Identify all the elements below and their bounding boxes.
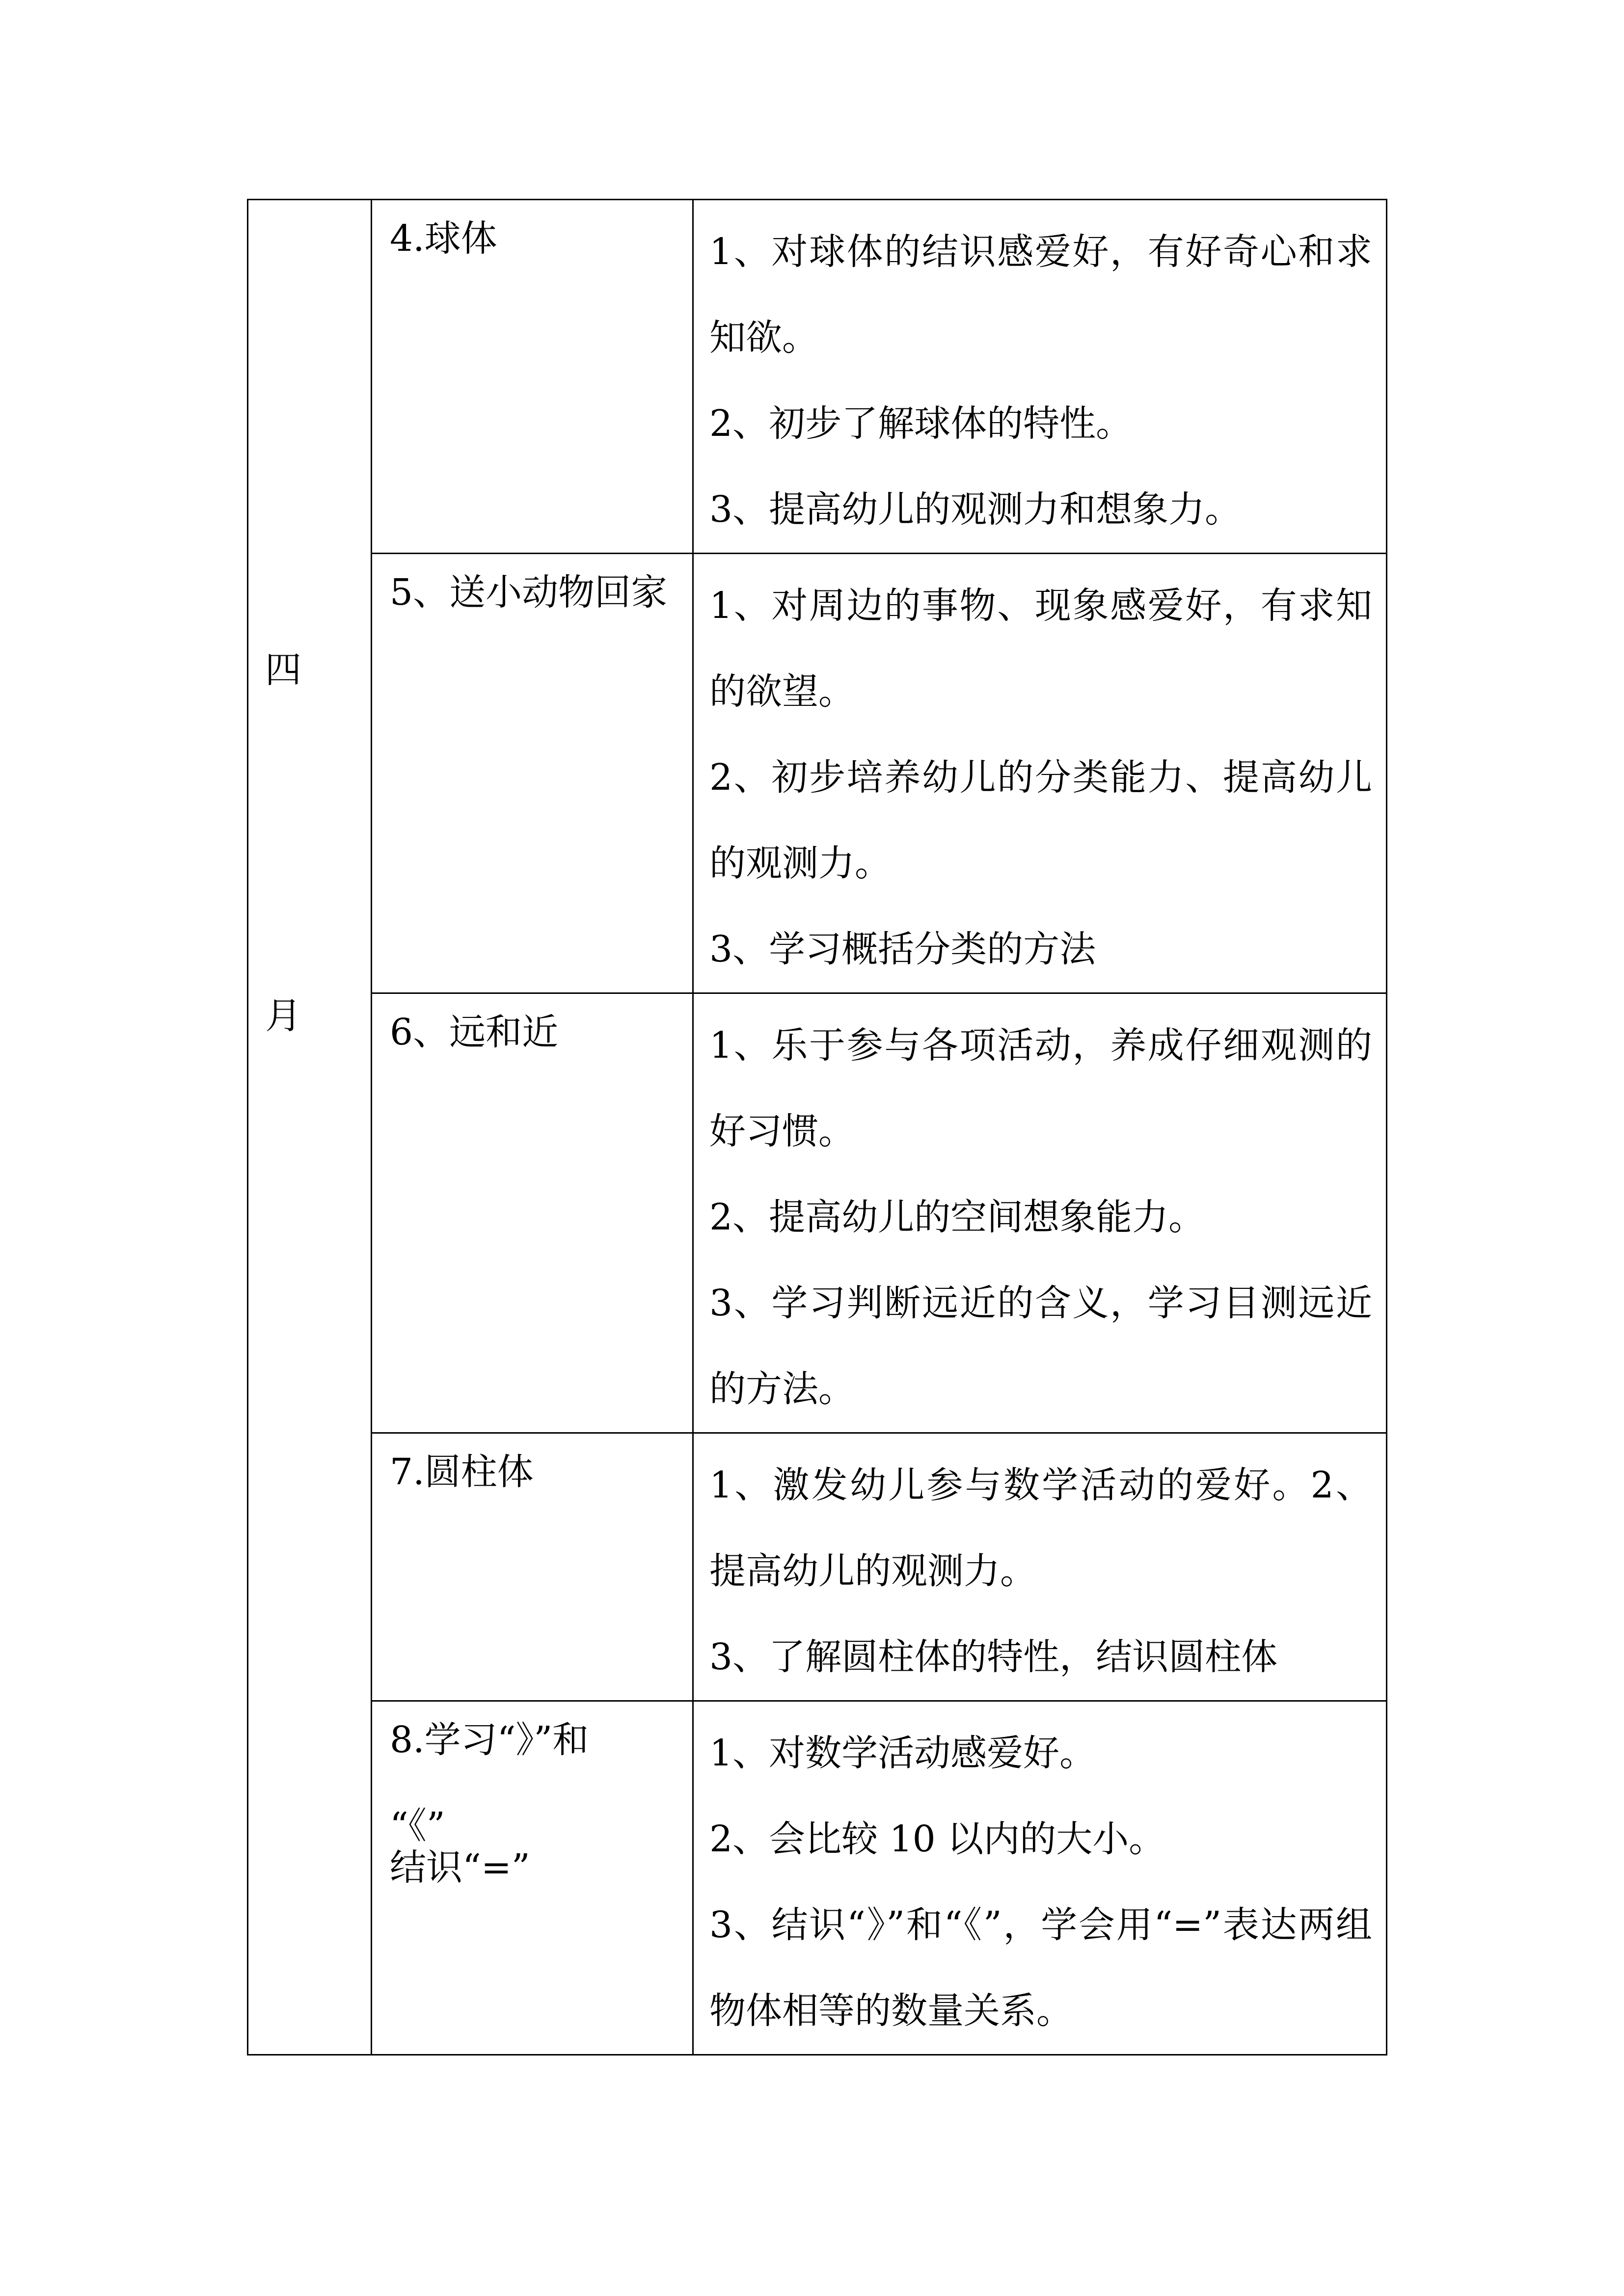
topic-title: 4.球体: [390, 217, 497, 260]
topic-cell: [372, 993, 693, 1433]
goal-item: 2、会比较 10 以内的大小。: [709, 1818, 1165, 1860]
topic-cell: [372, 1701, 693, 2055]
activity-plan-table: [247, 199, 1387, 2056]
goal-item: 3、了解圆柱体的特性，结识圆柱体: [709, 1636, 1278, 1678]
goal-item: 2、初步了解球体的特性。: [709, 402, 1133, 445]
month-label-char: 四: [265, 649, 301, 691]
goal-item: 3、结识“》”和“《”，学会用“=”表达两组物体相等的数量关系。: [709, 1904, 1372, 2032]
topic-cell: [372, 554, 693, 993]
goal-item: 2、提高幼儿的空间想象能力。: [709, 1196, 1205, 1238]
topic-title: 5、送小动物回家: [390, 571, 668, 614]
goals-cell: [693, 993, 1387, 1433]
goals-cell: [693, 1701, 1387, 2055]
goals-cell: [693, 200, 1387, 554]
table-row: [248, 1701, 1387, 2055]
topic-title-line: 结识“=”: [390, 1846, 530, 1889]
goal-item: 3、学习判断远近的含义，学习目测远近的方法。: [709, 1282, 1372, 1410]
goals-cell: [693, 554, 1387, 993]
table-row: [248, 200, 1387, 554]
topic-cell: [372, 200, 693, 554]
goal-item: 1、对球体的结识感爱好，有好奇心和求知欲。: [709, 231, 1372, 359]
goal-item: 1、对数学活动感爱好。: [709, 1732, 1096, 1774]
goal-item: 1、激发幼儿参与数学活动的爱好。2、提高幼儿的观测力。: [709, 1464, 1372, 1592]
topic-title: 6、远和近: [390, 1011, 559, 1053]
goal-item: 2、初步培养幼儿的分类能力、提高幼儿的观测力。: [709, 756, 1372, 884]
goals-cell: [693, 1433, 1387, 1701]
goal-item: 3、学习概括分类的方法: [709, 928, 1096, 970]
month-cell: [248, 200, 372, 2055]
goal-item: 3、提高幼儿的观测力和想象力。: [709, 488, 1242, 531]
goal-item: 1、乐于参与各项活动，养成仔细观测的好习惯。: [709, 1024, 1372, 1152]
table-row: [248, 993, 1387, 1433]
goal-item: 1、对周边的事物、现象感爱好，有求知的欲望。: [709, 585, 1372, 713]
topic-title-line: “《”: [390, 1805, 445, 1847]
month-label-char: 月: [265, 995, 301, 1037]
table-row: [248, 1433, 1387, 1701]
topic-title-line: 8.学习“》”和: [390, 1719, 589, 1761]
topic-title: 7.圆柱体: [390, 1451, 534, 1493]
topic-cell: [372, 1433, 693, 1701]
table-row: [248, 554, 1387, 993]
